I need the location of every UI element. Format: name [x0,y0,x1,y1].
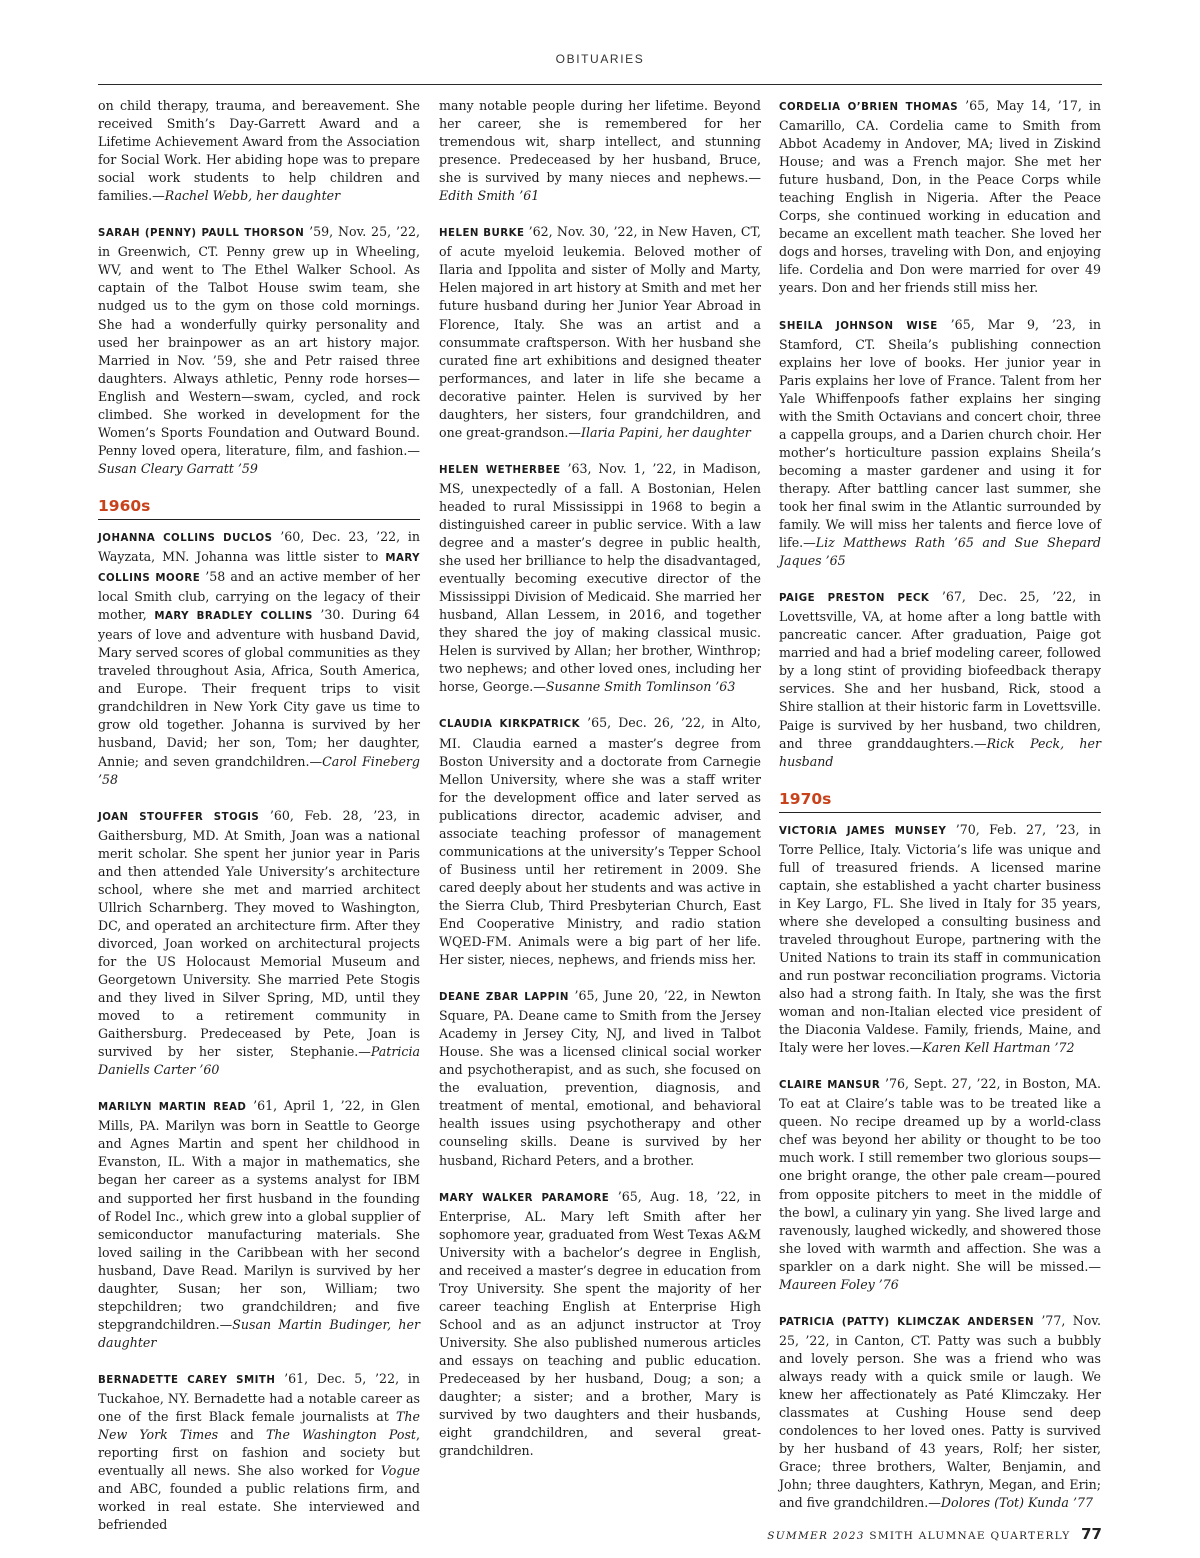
column-3 [779,97,1101,1530]
obituary-name: BERNADETTE CAREY SMITH [98,1374,276,1386]
obituary-text: ’58 and an active member of her local Smith club, carrying on the legacy of their mother, [98,569,420,623]
obituary-name: CORDELIA O’BRIEN THOMAS [779,102,959,113]
decade-heading: 1970s [779,789,1101,813]
obituary-name: JOAN STOUFFER STOGIS [98,811,260,823]
italic-text: Karen Kell Hartman ’72 [922,1040,1075,1056]
obituary-name: PATRICIA (PATTY) KLIMCZAK ANDERSEN [779,1316,1034,1328]
obituary-text: ’76, Sept. 27, ’22, in Boston, MA. To eat at Claire’s table was to be treated like a queen. No recipe dreamed up by a world-class chef was beyond her ability or thought to be too much work. I still remember two glorious soups—one bright orange, the other pale cream—poured from opposite pitchers to meet in the middle of the bowl, a culinary yin yang. She lived large and ravenously, laughed wickedly, and showered those she loved with warmth and affection. She was a sparkler on a dark night. She will be missed.— [779,1076,1101,1274]
italic-text: Carol Fineberg ’58 [98,753,420,787]
obituary-entry [779,1075,1101,1294]
italic-text: Patricia Daniells Carter ’60 [98,1044,420,1078]
obituary-name: SHEILA JOHNSON WISE [779,320,938,332]
obituary-entry [779,316,1101,571]
italic-text: Vogue [380,1463,420,1479]
section-title: OBITUARIES [555,52,645,66]
obituary-text: ’60, Dec. 23, ’22, in Wayzata, MN. Johanna was little sister to [98,528,420,564]
obituary-entry [779,97,1101,298]
footer-magazine: SMITH ALUMNAE QUARTERLY [869,1530,1071,1542]
italic-text: Rachel Webb, her daughter [164,188,341,204]
obituary-entry [98,1370,420,1534]
relative-name: MARY BRADLEY COLLINS [154,611,313,623]
obituary-entry [439,714,761,969]
obituary-text: ’65, June 20, ’22, in Newton Square, PA. Deane came to Smith from the Jersey Academy in Jersey City, NJ, and lived in Talbot House. She was a licensed clinical social worker and psychotherapist, and as such, she focused on the evaluation, prevention, diagnosis, and treatment of mental, emotional, and behavioral health issues using psychotherapy and other counseling skills. Deane is survived by her husband, Richard Peters, and a brother. [439,988,761,1168]
obituary-text: ’67, Dec. 25, ’22, in Lovettsville, VA, at home after a long battle with pancreatic cancer. After graduation, Paige got married and had a brief modeling career, followed by a long stint of providing biofeedback therapy services. She and her husband, Rick, stood a Shire stallion at their historic farm in Lovettsville. Paige is survived by her husband, two children, and three granddaughters.— [779,589,1101,751]
obituary-entry [98,1097,420,1352]
footer-issue: SUMMER 2023 [767,1530,865,1542]
obituary-entry [98,223,420,478]
obituary-text: , reporting first on fashion and society but eventually all news. She also worked for [98,1427,420,1479]
obituary-name: MARY WALKER PARAMORE [439,1192,610,1204]
obituary-text: ’63, Nov. 1, ’22, in Madison, MS, unexpectedly of a fall. A Bostonian, Helen headed to rural Mississippi in 1968 to begin a distinguished career in public service. With a law degree and a master’s degree in public health, she used her brilliance to help the disadvantaged, eventually becoming executive director of the Mississippi Division of Medicaid. She married her husband, Allan Lessem, in 2016, and together they shared the joy of making classical music. Helen is survived by Allan; her brother, Winthrop; two nephews; and other loved ones, including her horse, George.— [439,460,761,695]
obituary-text: many notable people during her lifetime. Beyond her career, she is remembered for her tremendous wit, sharp intellect, and stunning presence. Predeceased by her husband, Bruce, she is survived by many nieces and nephews.— [439,98,761,186]
column-2 [439,97,761,1478]
obituary-name: PAIGE PRESTON PECK [779,593,930,605]
obituary-name: HELEN BURKE [439,228,525,240]
obituary-text: ’70, Feb. 27, ’23, in Torre Pellice, Italy. Victoria’s life was unique and full of treasured friends. A licensed marine captain, she established a yacht charter business in Key Largo, FL. She lived in Italy for 35 years, where she developed a consulting business and traveled throughout Europe, partnering with the United Nations to train its staff in communication and run postwar reconciliation programs. Victoria also had a strong faith. In Italy, she was the first woman and non-Italian elected vice president of the Diaconia Valdese. Family, friends, Maine, and Italy were her loves.— [779,821,1101,1056]
obituary-name: JOHANNA COLLINS DUCLOS [98,532,273,544]
italic-text: Susan Cleary Garratt ’59 [98,460,258,476]
page-header [98,0,1102,85]
obituary-name: HELEN WETHERBEE [439,464,561,476]
obituary-name: CLAUDIA KIRKPATRICK [439,719,581,731]
page-footer [767,1525,1102,1543]
obituary-text: ’65, Dec. 26, ’22, in Alto, MI. Claudia earned a master’s degree from Boston University and a doctorate from Carnegie Mellon University, where she was a staff writer for the development office and later served as publications director, academic adviser, and associate teaching professor of management communications at the university’s Tepper School of Business until her retirement in 2009. She cared deeply about her students and was active in the Sierra Club, Third Presbyterian Church, East End Cooperative Ministry, and radio station WQED-FM. Animals were a big part of her life. Her sister, nieces, nephews, and friends miss her. [439,715,761,968]
obituary-text: and ABC, founded a public relations firm, and worked in real estate. She interviewed and befriended [98,1481,420,1533]
obituary-name: MARILYN MARTIN READ [98,1102,247,1114]
obituary-entry [439,1188,761,1461]
obituary-text: ’30. During 64 years of love and adventure with husband David, Mary served scores of global communities as they traveled throughout Asia, Africa, South America, and Europe. Their frequent trips to visit grandchildren in New York City gave us time to grow old together. Johanna is survived by her husband, David; her son, Tom; her daughter, Annie; and seven grandchildren.— [98,607,420,769]
obituary-text: on child therapy, trauma, and bereavement. She received Smith’s Day-Garrett Award and a Lifetime Achievement Award from the Association for Social Work. Her abiding hope was to prepare social work students to help children and families.— [98,98,420,204]
obituary-entry [439,223,761,442]
page-number: 77 [1081,1525,1102,1543]
obituary-text: ’61, April 1, ’22, in Glen Mills, PA. Marilyn was born in Seattle to George and Agnes Martin and spent her childhood in Evanston, IL. With a major in mathematics, she began her career as a systems analyst for IBM and supported her first husband in the founding of Rodel Inc., which grew into a global supplier of semiconductor manufacturing materials. She loved sailing in the Caribbean with her second husband, Dave Read. Marilyn is survived by her daughter, Susan; her son, William; two stepchildren; two grandchildren; and five stepgrandchildren.— [98,1098,420,1332]
obituary-name: SARAH (PENNY) PAULL THORSON [98,228,305,240]
obituary-text: ’61, Dec. 5, ’22, in Tuckahoe, NY. Bernadette had a notable career as one of the first Black female journalists at [98,1370,420,1425]
italic-text: The New York Times [98,1409,420,1443]
obituary-text: ’65, Mar 9, ’23, in Stamford, CT. Sheila’s publishing connection explains her love of books. Her junior year in Paris explains her love of France. Talent from her Yale Whiffenpoofs father explains her singing with the Smith Octavians and concert choir, three a cappella groups, and a Darien church choir. Her mother’s horticulture passion explains Sheila’s becoming a master gardener and using it for therapy. After battling cancer last summer, she took her final swim in the Atlantic surrounded by family. We will miss her talents and fierce love of life.— [779,316,1101,551]
italic-text: Susanne Smith Tomlinson ’63 [545,679,736,695]
obituary-text: ’65, May 14, ’17, in Camarillo, CA. Cordelia came to Smith from Abbot Academy in Andover, MA; lived in Ziskind House; and was a French major. She met her future husband, Don, in the Peace Corps while teaching English in Nigeria. After the Peace Corps, she continued working in education and became an excellent math teacher. She loved her dogs and horses, traveling with Don, and enjoying life. Cordelia and Don were married for over 49 years. Don and her friends still miss her. [779,98,1102,296]
obituary-entry [439,97,761,205]
obituary-entry [439,460,761,697]
italic-text: Maureen Foley ’76 [779,1276,899,1292]
obituary-entry [98,97,420,205]
relative-name: MARY COLLINS MOORE [98,552,420,585]
obituary-entry [779,1312,1101,1513]
obituary-text: ’60, Feb. 28, ’23, in Gaithersburg, MD. At Smith, Joan was a national merit scholar. She spent her junior year in Paris and then attended Yale University’s architecture school, where she met and married architect Ullrich Scharnberg. They moved to Washington, DC, and operated an architecture firm. After they divorced, Joan worked on architectural projects for the US Holocaust Memorial Museum and Georgetown University. She married Pete Stogis and they lived in Silver Spring, MD, until they moved to a retirement community in Gaithersburg. Predeceased by Pete, Joan is survived by her sister, Stephanie.— [98,807,420,1060]
italic-text: Dolores (Tot) Kunda ’77 [940,1495,1093,1511]
decade-heading: 1960s [98,496,420,520]
italic-text: Susan Martin Budinger, her daughter [98,1316,420,1350]
obituary-entry [98,528,420,789]
obituary-name: DEANE ZBAR LAPPIN [439,992,569,1004]
italic-text: The Washington Post [265,1427,416,1443]
obituary-name: CLAIRE MANSUR [779,1080,881,1092]
obituary-text: ’59, Nov. 25, ’22, in Greenwich, CT. Penny grew up in Wheeling, WV, and went to The Ethel Walker School. As captain of the Talbot House swim team, she nudged us to the gym on those cold mornings. She had a wonderfully quirky personality and used her brainpower as an art history major. Married in Nov. ’59, she and Petr raised three daughters. Always athletic, Penny rode horses—English and Western—swam, cycled, and rock climbed. She worked in development for the Women’s Sports Foundation and Outward Bound. Penny loved opera, literature, film, and fashion.— [98,224,420,458]
italic-text: Rick Peck, her husband [779,735,1101,769]
obituary-entry [98,807,420,1080]
obituary-entry [779,588,1101,770]
italic-text: Liz Matthews Rath ’65 and Sue Shepard Jaques ’65 [779,535,1101,569]
obituary-text: ’62, Nov. 30, ’22, in New Haven, CT, of acute myeloid leukemia. Beloved mother of Ilaria and Ippolita and sister of Molly and Marty, Helen majored in art history at Smith and met her future husband during her Junior Year Abroad in Florence, Italy. She was an artist and a consummate craftsperson. With her husband she curated fine art exhibitions and designed theater performances, and later in life she became a decorative painter. Helen is survived by her daughters, her sisters, four grandchildren, and one great-grandson.— [439,224,762,440]
column-1 [98,97,420,1552]
obituary-text: and [218,1427,266,1443]
obituary-text: ’65, Aug. 18, ’22, in Enterprise, AL. Mary left Smith after her sophomore year, graduated from West Texas A&M University with a bachelor’s degree in English, and received a master’s degree in education from Troy University. She spent the majority of her career teaching English at Enterprise High School and as an adjunct instructor at Troy University. She also published numerous articles and essays on teaching and public education. Predeceased by her husband, Doug; a son; a daughter; a sister; and a brother, Mary is survived by two daughters and their husbands, eight grandchildren, and several great-grandchildren. [439,1188,761,1459]
italic-text: Edith Smith ’61 [439,188,540,204]
italic-text: Ilaria Papini, her daughter [581,424,751,440]
obituary-entry [439,987,761,1169]
obituary-entry [779,821,1101,1058]
obituary-text: ’77, Nov. 25, ’22, in Canton, CT. Patty was such a bubbly and lovely person. She was a friend who was always ready with a quick smile or laugh. We knew her affectionately as Paté Klimczaky. Her classmates at Cushing House send deep condolences to her loved ones. Patty is survived by her husband of 43 years, Rolf; her sister, Grace; three brothers, Walter, Benjamin, and John; three daughters, Kathryn, Megan, and Erin; and five grandchildren.— [779,1312,1101,1511]
obituary-name: VICTORIA JAMES MUNSEY [779,825,947,837]
